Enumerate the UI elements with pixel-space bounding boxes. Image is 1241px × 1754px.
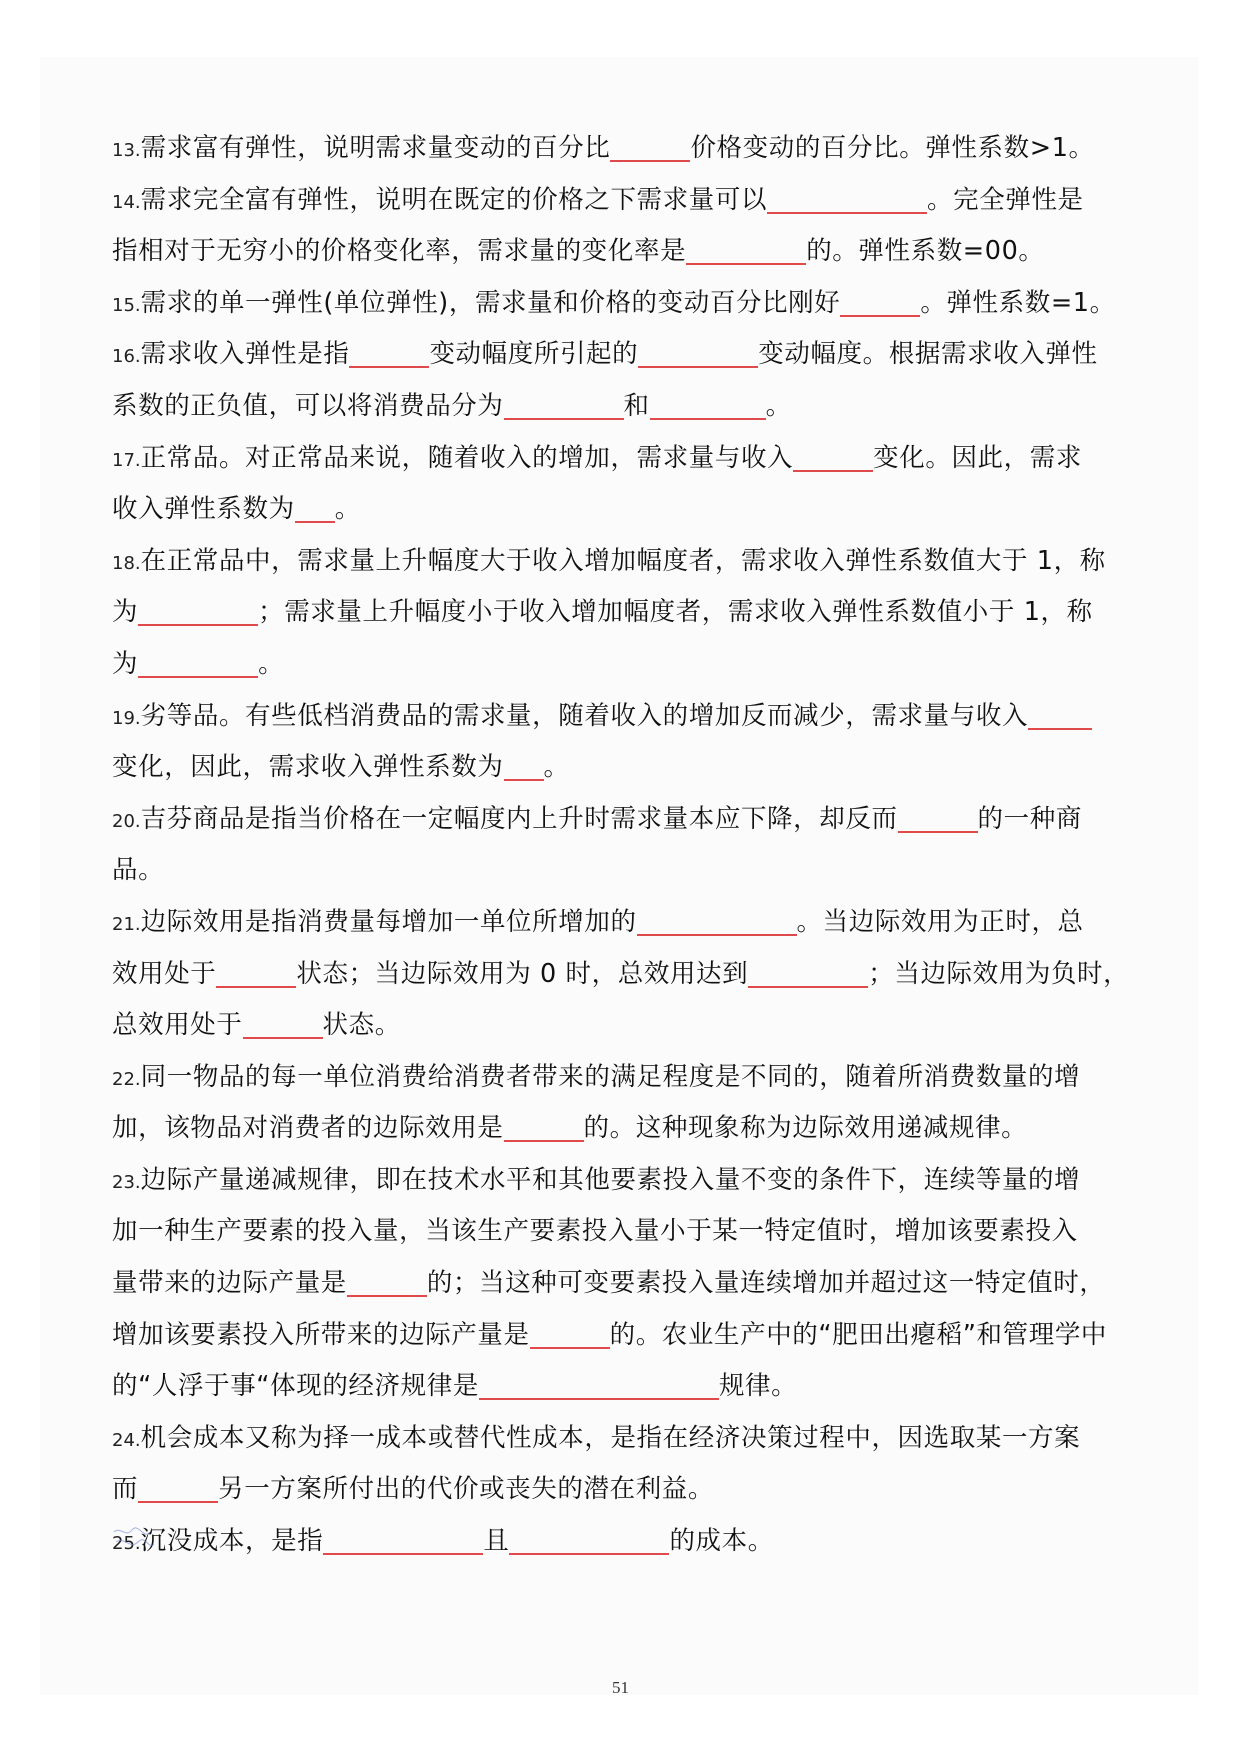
fill-in-blank[interactable] (138, 1477, 218, 1503)
text-line (112, 1469, 1132, 1521)
question-text: 加一种生产要素的投入量，当该生产要素投入量小于某一特定值时，增加该要素投入 (112, 1216, 1078, 1247)
question-text: 变化。因此，需求 (873, 442, 1082, 473)
question-number: 16. (112, 346, 141, 368)
text-line (112, 1057, 1132, 1109)
question-text: 系数的正负值，可以将消费品分为 (112, 390, 504, 421)
fill-in-blank[interactable] (898, 807, 978, 833)
question-text: 状态；当边际效用为 0 时，总效用达到 (296, 958, 749, 989)
text-line (112, 1263, 1132, 1315)
fill-in-blank[interactable] (509, 1529, 669, 1555)
question-number: 21. (112, 913, 141, 935)
question-number: 25. (112, 1533, 141, 1555)
question-text: 的成本。 (669, 1526, 774, 1557)
text-line (112, 1418, 1132, 1470)
question-text: 需求富有弹性，说明需求量变动的百分比 (140, 133, 611, 163)
question-text: ；当边际效用为负时， (868, 958, 1130, 989)
text-line (112, 902, 1132, 954)
question-number: 15. (112, 294, 141, 316)
question-number: 14. (112, 191, 141, 213)
question-text: 价格变动的百分比。弹性系数>1。 (690, 133, 1095, 163)
fill-in-blank[interactable] (610, 136, 690, 162)
question-number: 18. (112, 552, 141, 574)
text-line (112, 231, 1132, 283)
question-text: 的。这种现象称为边际效用递减规律。 (583, 1113, 1028, 1144)
question-text: 。 (765, 390, 792, 421)
text-line (112, 1366, 1132, 1418)
text-line (112, 1108, 1132, 1160)
question-number: 17. (112, 449, 141, 471)
question-number: 19. (112, 707, 141, 729)
question-text: 规律。 (718, 1371, 798, 1402)
text-line (112, 850, 1132, 902)
question-text: 。完全弹性是 (927, 184, 1084, 215)
question-text: 边际效用是指消费量每增加一单位所增加的 (140, 906, 637, 937)
fill-in-blank[interactable] (138, 652, 258, 678)
fill-in-blank[interactable] (793, 446, 873, 472)
fill-in-blank[interactable] (138, 600, 258, 626)
text-line (112, 386, 1132, 438)
question-text: 的；当这种可变要素投入量连续增加并超过这一特定值时， (426, 1268, 1106, 1299)
question-text: 量带来的边际产量是 (112, 1268, 347, 1299)
text-line (112, 283, 1132, 335)
question-text: 而 (112, 1474, 139, 1505)
text-line (112, 1315, 1132, 1367)
question-list (112, 128, 1132, 1573)
text-line (112, 592, 1132, 644)
text-line (112, 334, 1132, 386)
fill-in-blank[interactable] (349, 342, 429, 368)
question-text: 指相对于无穷小的价格变化率，需求量的变化率是 (112, 236, 687, 267)
question-number: 13. (112, 140, 141, 161)
fill-in-blank[interactable] (243, 1013, 323, 1039)
text-line (112, 747, 1132, 799)
text-line (112, 1211, 1132, 1263)
question-text: 需求的单一弹性(单位弹性)，需求量和价格的变动百分比刚好 (140, 287, 841, 318)
fill-in-blank[interactable] (748, 962, 868, 988)
text-line (112, 644, 1132, 696)
fill-in-blank[interactable] (479, 1374, 719, 1400)
question-text: 边际产量递减规律，即在技术水平和其他要素投入量不变的条件下，连续等量的增 (140, 1164, 1081, 1195)
question-text: 。当边际效用为正时，总 (796, 906, 1084, 937)
question-text: 为 (112, 597, 139, 628)
question-text: 机会成本又称为择一成本或替代性成本，是指在经济决策过程中，因选取某一方案 (140, 1422, 1081, 1453)
question-text: 。 (334, 494, 361, 525)
question-text: 。弹性系数=1。 (920, 287, 1116, 318)
text-line (112, 954, 1132, 1006)
question-text: 状态。 (322, 1010, 401, 1041)
fill-in-blank[interactable] (347, 1271, 427, 1297)
question-text: 吉芬商品是指当价格在一定幅度内上升时需求量本应下降，却反而 (140, 803, 898, 834)
fill-in-blank[interactable] (504, 755, 544, 781)
text-line (112, 180, 1132, 232)
fill-in-blank[interactable] (530, 1323, 610, 1349)
question-text: ；需求量上升幅度小于收入增加幅度者，需求收入弹性系数值小于 1，称 (258, 597, 1093, 628)
text-line (112, 696, 1132, 748)
question-text: 加，该物品对消费者的边际效用是 (112, 1113, 504, 1144)
question-text: 同一物品的每一单位消费给消费者带来的满足程度是不同的，随着所消费数量的增 (140, 1061, 1081, 1092)
question-text: 变动幅度。根据需求收入弹性 (758, 339, 1098, 370)
text-line (112, 1521, 1132, 1573)
question-number: 23. (112, 1171, 141, 1193)
question-text: 为 (112, 648, 139, 679)
fill-in-blank[interactable] (323, 1529, 483, 1555)
text-line (112, 438, 1132, 490)
question-text: 的。弹性系数=00。 (806, 236, 1045, 267)
fill-in-blank[interactable] (840, 291, 920, 317)
page-number: 51 (612, 1678, 629, 1697)
question-text: 的一种商 (977, 803, 1082, 834)
question-text: 另一方案所付出的代价或丧失的潜在利益。 (218, 1474, 715, 1505)
fill-in-blank[interactable] (650, 394, 766, 420)
question-number: 24. (112, 1429, 141, 1451)
question-number: 22. (112, 1068, 141, 1090)
question-text: 品。 (112, 855, 165, 886)
question-text: 增加该要素投入所带来的边际产量是 (112, 1319, 530, 1350)
question-text: 的“人浮于事“体现的经济规律是 (112, 1371, 479, 1402)
question-text: 总效用处于 (112, 1010, 243, 1041)
question-text: 需求收入弹性是指 (140, 339, 350, 370)
fill-in-blank[interactable] (216, 962, 296, 988)
fill-in-blank[interactable] (504, 1116, 584, 1142)
question-text: 沉没成本，是指 (140, 1526, 324, 1557)
fill-in-blank[interactable] (1028, 704, 1092, 730)
text-line (112, 489, 1132, 541)
text-line (112, 799, 1132, 851)
question-text: 需求完全富有弹性，说明在既定的价格之下需求量可以 (140, 184, 768, 215)
question-text: 效用处于 (112, 958, 217, 989)
fill-in-blank[interactable] (295, 497, 335, 523)
fill-in-blank[interactable] (686, 239, 806, 265)
question-text: 和 (623, 390, 650, 421)
question-text: 在正常品中，需求量上升幅度大于收入增加幅度者，需求收入弹性系数值大于 1，称 (140, 545, 1106, 576)
fill-in-blank[interactable] (637, 910, 797, 936)
question-text: 。 (543, 752, 570, 783)
question-text: 且 (483, 1526, 510, 1557)
text-line (112, 1160, 1132, 1212)
fill-in-blank[interactable] (638, 342, 758, 368)
question-number: 20. (112, 810, 141, 832)
question-text: 劣等品。有些低档消费品的需求量，随着收入的增加反而减少，需求量与收入 (140, 700, 1029, 731)
question-text: 变动幅度所引起的 (429, 339, 639, 370)
question-text: 的。农业生产中的“肥田出瘪稻”和管理学中 (609, 1319, 1108, 1350)
fill-in-blank[interactable] (504, 394, 624, 420)
fill-in-blank[interactable] (767, 188, 927, 214)
text-line (112, 541, 1132, 593)
question-text: 变化，因此，需求收入弹性系数为 (112, 752, 504, 783)
text-line (112, 1005, 1132, 1057)
question-text: 。 (258, 648, 285, 679)
question-text: 正常品。对正常品来说，随着收入的增加，需求量与收入 (140, 442, 794, 473)
question-text: 收入弹性系数为 (112, 494, 295, 525)
text-line (112, 128, 1132, 180)
